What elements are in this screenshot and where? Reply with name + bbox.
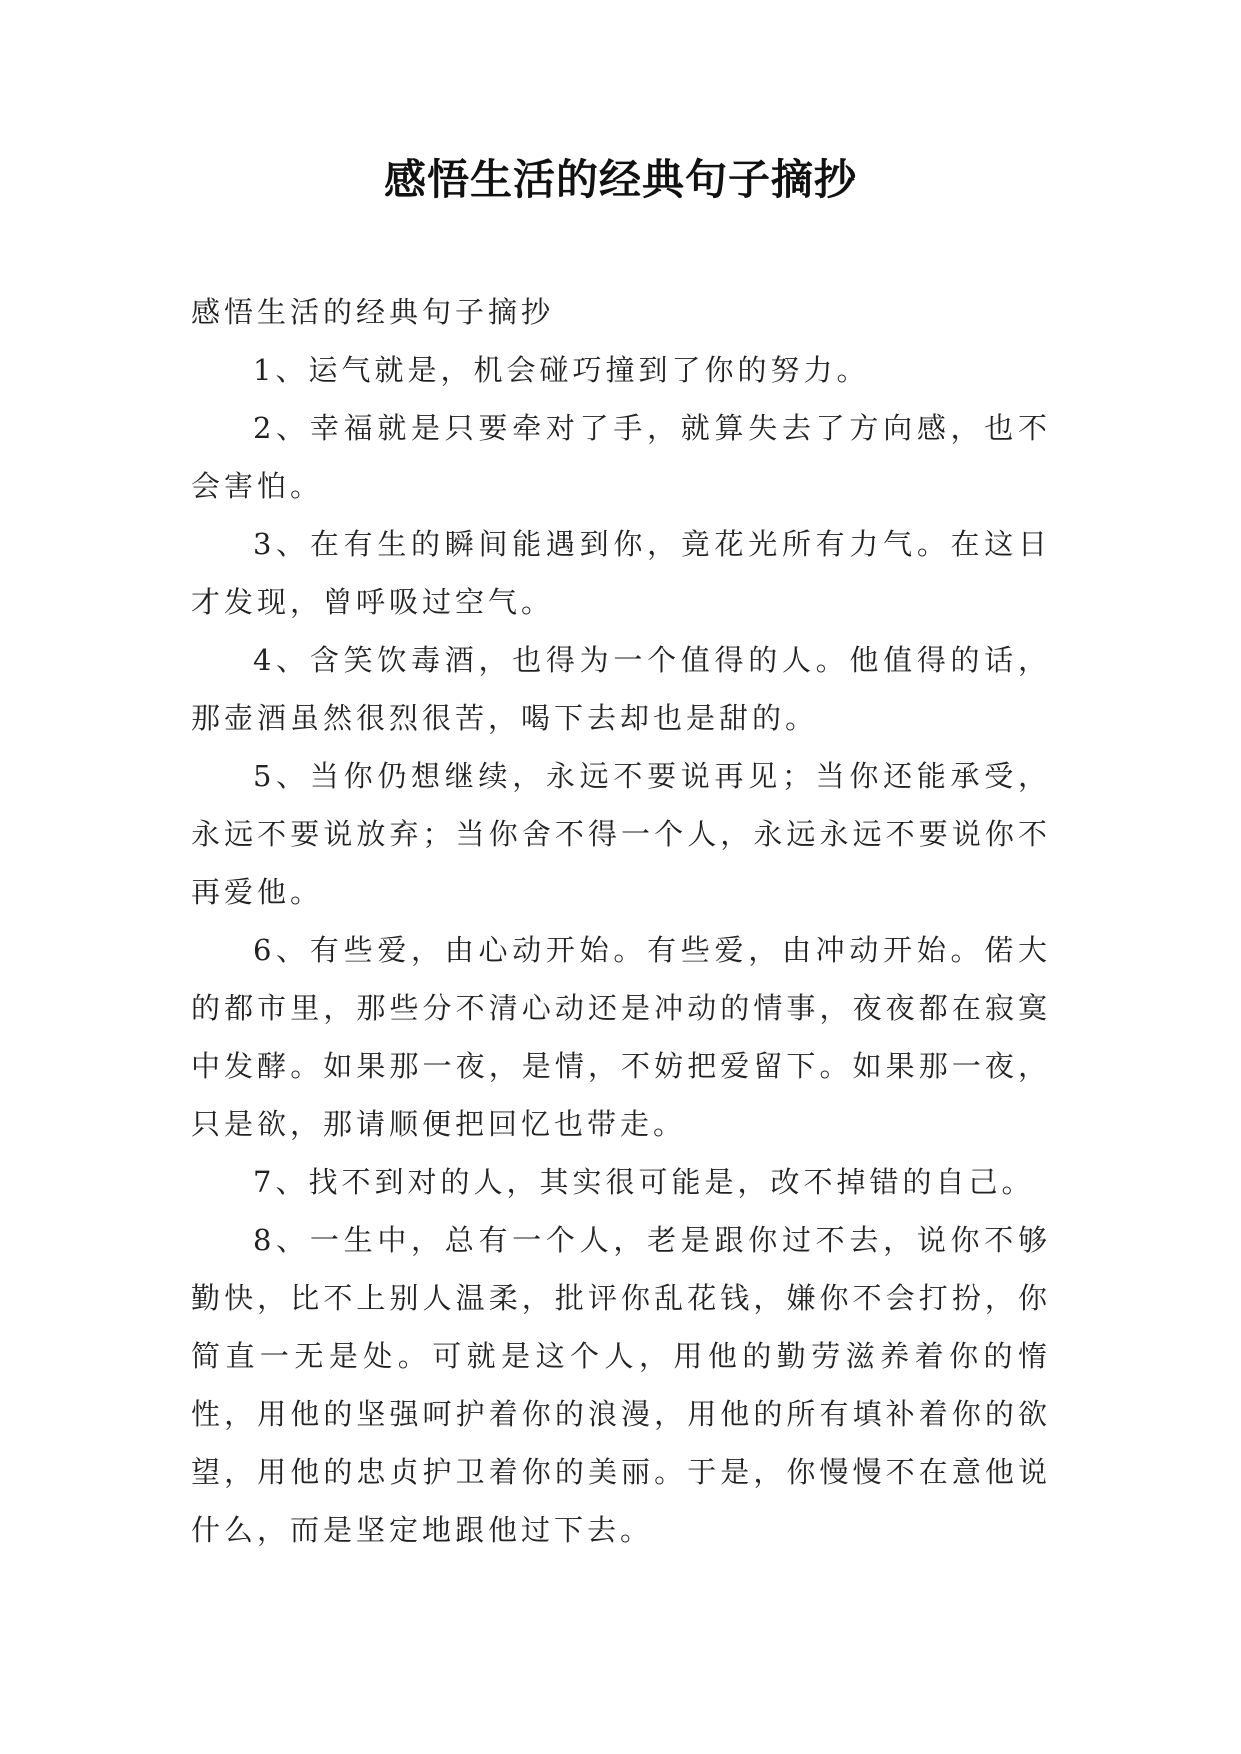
quote-item-2: 2、幸福就是只要牵对了手，就算失去了方向感，也不会害怕。: [191, 411, 1051, 503]
quote-item-4: 4、含笑饮毒酒，也得为一个值得的人。他值得的话，那壶酒虽然很烈很苦，喝下去却也是甜的。: [191, 643, 1051, 735]
quote-item-7: 7、找不到对的人，其实很可能是，改不掉错的自己。: [253, 1165, 1035, 1199]
page-title: 感悟生活的经典句子摘抄: [383, 155, 857, 204]
quote-item-6: 6、有些爱，由心动开始。有些爱，由冲动开始。偌大的都市里，那些分不清心动还是冲动的情事，夜夜都在寂寞中发酵。如果那一夜，是情，不妨把爱留下。如果那一夜，只是欲，那请顺便把回忆也带走。: [191, 933, 1051, 1141]
document-subtitle: 感悟生活的经典句子摘抄: [191, 295, 555, 329]
quote-item-3: 3、在有生的瞬间能遇到你，竟花光所有力气。在这日才发现，曾呼吸过空气。: [191, 527, 1051, 619]
quote-item-5: 5、当你仍想继续，永远不要说再见；当你还能承受，永远不要说放弃；当你舍不得一个人，永远永远不要说你不再爱他。: [191, 759, 1051, 909]
quote-item-1: 1、运气就是，机会碰巧撞到了你的努力。: [253, 353, 870, 387]
document-body: [191, 283, 1051, 1559]
quote-item-8: 8、一生中，总有一个人，老是跟你过不去，说你不够勤快，比不上别人温柔，批评你乱花钱，嫌你不会打扮，你简直一无是处。可就是这个人，用他的勤劳滋养着你的惰性，用他的坚强呵护着你的浪漫，用他的所有填补着你的欲望，用他的忠贞护卫着你的美丽。于是，你慢慢不在意他说什么，而是坚定地跟他过下去。: [191, 1223, 1051, 1547]
